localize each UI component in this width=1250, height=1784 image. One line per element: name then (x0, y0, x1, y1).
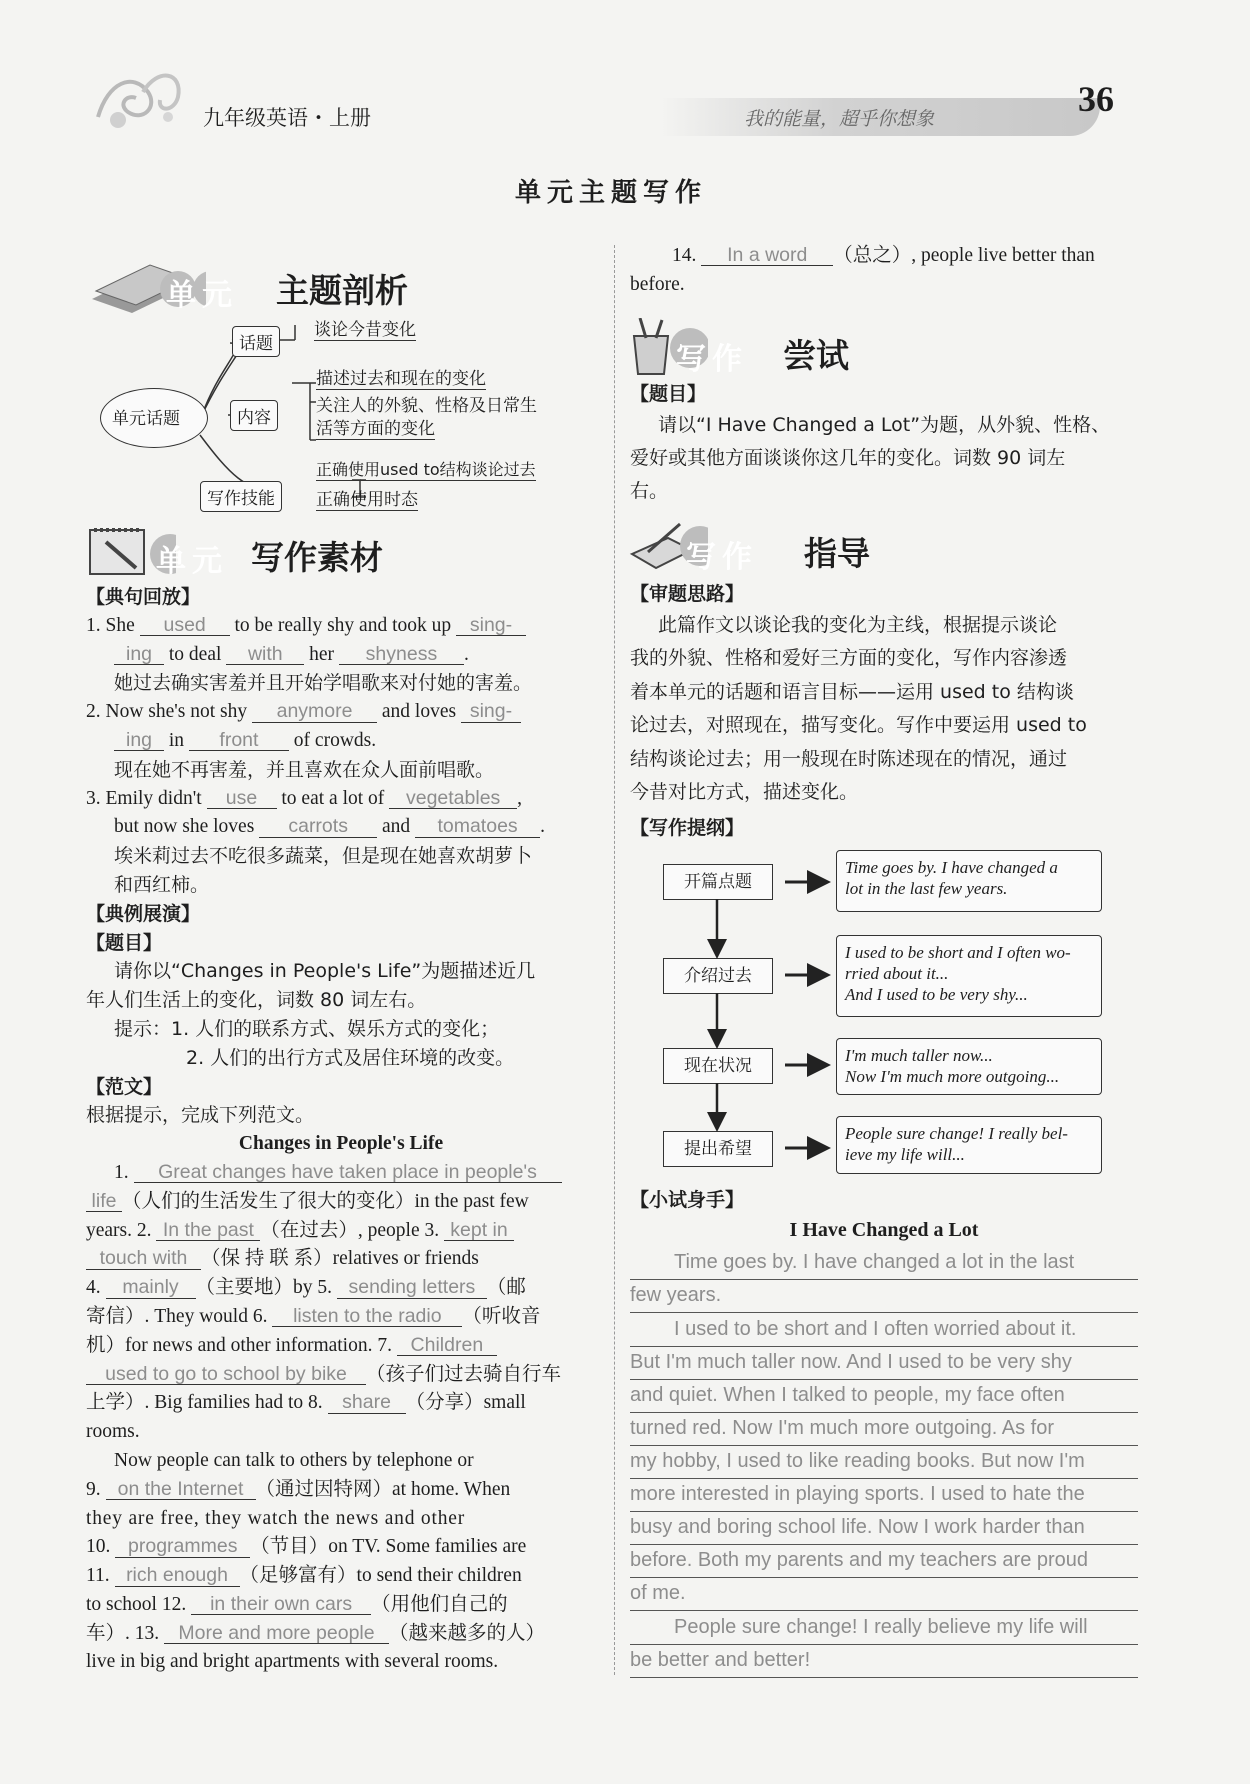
model-line-4 (86, 1245, 596, 1274)
text: （足够富有）to send their children (239, 1565, 522, 1587)
section-badge: 单元 (166, 278, 238, 313)
flow-text-line: I used to be short and I often wo- (845, 943, 1071, 962)
essay-line: be better and better! (630, 1649, 811, 1671)
text: and loves (381, 701, 457, 723)
text: She (105, 614, 135, 636)
sentence-1-zh: 她过去确实害羞并且开始学唱歌来对付她的害羞。 (114, 672, 533, 695)
model-instruction: 根据提示，完成下列范文。 (86, 1104, 315, 1127)
mindmap-content-line1: 描述过去和现在的变化 (316, 364, 486, 390)
task-header: 【题目】 (630, 383, 707, 405)
text: years. 2. (86, 1219, 152, 1241)
example-header: 【典例展演】 (86, 902, 201, 925)
answer-blank: vegetables (389, 788, 517, 809)
essay-line: more interested in playing sports. I used to hate the (630, 1483, 1085, 1505)
model-line-10: rooms. (86, 1421, 140, 1443)
answer-blank: programmes (115, 1536, 250, 1557)
q14-cont: before. (630, 273, 685, 295)
practice-essay-title: I Have Changed a Lot (789, 1219, 979, 1241)
answer-blank: More and more people (164, 1623, 389, 1644)
flow-text-line: lot in the last few years. (845, 879, 1008, 898)
task-line3: 右。 (630, 479, 669, 502)
text: 寄信）. They would 6. (86, 1305, 268, 1327)
answer-blank: with (226, 644, 304, 665)
sentence-3-zh1: 埃米莉过去不吃很多蔬菜，但是现在她喜欢胡萝卜 (114, 845, 533, 868)
flow-text-line: I'm much taller now... (845, 1046, 993, 1065)
text: and (382, 816, 411, 838)
header-slogan: 我的能量，超乎你想象 (744, 108, 935, 130)
answer-blank: shyness (339, 644, 464, 665)
flow-text-line: Now I'm much more outgoing... (845, 1067, 1060, 1086)
analysis-header: 【审题思路】 (630, 583, 745, 605)
answer-blank: carrots (259, 816, 377, 837)
answer-blank: listen to the radio (272, 1306, 462, 1327)
essay-rule (630, 1279, 1138, 1280)
text: （保 持 联 系）relatives or friends (201, 1248, 479, 1270)
practice-header: 【小试身手】 (630, 1189, 745, 1211)
text: 上学）. Big families had to 8. (86, 1392, 323, 1414)
answer-blank: kept in (444, 1220, 514, 1241)
essay-rule (630, 1445, 1138, 1446)
essay-rule (630, 1312, 1138, 1313)
flow-arrows (660, 850, 840, 1170)
model-line-12 (86, 1476, 596, 1505)
flow-step-1: 开篇点题 (663, 864, 773, 900)
section-badge: 写作 (676, 342, 748, 377)
essay-line: Time goes by. I have changed a lot in the last (674, 1251, 1075, 1273)
flow-text-2 (836, 935, 1102, 1017)
answer-blank: tomatoes (415, 816, 540, 837)
answer-blank: ing (114, 730, 164, 751)
flow-text-1 (836, 850, 1102, 912)
page-title: 单元主题写作 (515, 178, 708, 208)
text: 11. (86, 1565, 110, 1587)
text: 9. (86, 1478, 101, 1500)
model-line-6 (86, 1303, 596, 1332)
sentence-3-cont (86, 813, 596, 842)
essay-rule (630, 1412, 1138, 1413)
answer-blank: Great changes have taken place in people's (134, 1162, 562, 1183)
flow-text-line: People sure change! I really bel- (845, 1124, 1068, 1143)
sentence-1-cont (86, 641, 596, 670)
essay-line: few years. (630, 1284, 722, 1306)
text: in (168, 729, 185, 751)
flow-step-4: 提出希望 (663, 1131, 773, 1167)
text: 10. (86, 1536, 111, 1558)
essay-line: People sure change! I really believe my life will (674, 1616, 1088, 1638)
header-ornament (88, 62, 188, 132)
book-title: 九年级英语・上册 (203, 106, 371, 130)
answer-blank: life (86, 1191, 122, 1212)
section-title: 写作素材 (251, 538, 383, 577)
model-line-14 (86, 1533, 596, 1562)
essay-rule (630, 1478, 1138, 1479)
mindmap-topic-text: 谈论今昔变化 (314, 315, 416, 341)
essay-line: and quiet. When I talked to people, my face often (630, 1384, 1065, 1406)
mindmap-content-node: 内容 (230, 400, 278, 431)
sentence-2-cont (86, 727, 596, 756)
mindmap-content-line2: 关注人的外貌、性格及日常生 (316, 396, 537, 416)
item-number: 1. (86, 614, 101, 636)
essay-rule (630, 1577, 1138, 1578)
text: . (540, 816, 545, 838)
page-number: 36 (1078, 79, 1114, 119)
answer-blank: In a word (701, 245, 833, 266)
task-line1: 请你以“Changes in People's Life”为题描述近几 (114, 960, 536, 983)
text: to eat a lot of (281, 787, 385, 809)
answer-blank: front (189, 730, 289, 751)
section-title: 尝试 (783, 336, 849, 375)
essay-rule (630, 1644, 1138, 1645)
section-badge: 写作 (686, 540, 758, 575)
answer-blank: In the past (156, 1220, 260, 1241)
model-line-1 (86, 1159, 596, 1188)
flow-text-3 (836, 1038, 1102, 1095)
text: （分享）small (405, 1392, 526, 1414)
task-line2: 年人们生活上的变化，词数 80 词左右。 (86, 989, 427, 1012)
model-line-7 (86, 1332, 596, 1361)
item-number: 2. (86, 701, 101, 723)
essay-rule (630, 1610, 1138, 1611)
text: （邮 (486, 1277, 526, 1299)
model-line-8 (86, 1361, 596, 1390)
answer-blank: used to go to school by bike (86, 1364, 366, 1385)
text: to be really shy and took up (234, 614, 452, 636)
sentence-2 (86, 698, 596, 727)
answer-blank: used (140, 615, 230, 636)
mindmap-content-line3: 活等方面的变化 (316, 414, 435, 440)
flow-step-3: 现在状况 (663, 1048, 773, 1084)
essay-rule (630, 1511, 1138, 1512)
answer-blank: sing- (461, 701, 521, 722)
answer-blank: mainly (106, 1277, 196, 1298)
answer-blank: sending letters (337, 1277, 487, 1298)
essay-line: turned red. Now I'm much more outgoing. As for (630, 1417, 1055, 1439)
mindmap-topic-node: 话题 (232, 326, 280, 357)
task-header: 【题目】 (86, 931, 163, 954)
essay-line: before. Both my parents and my teachers are proud (630, 1549, 1089, 1571)
text: but now she loves (114, 816, 255, 838)
hint-line2: 2. 人们的出行方式及居住环境的改变。 (186, 1046, 515, 1069)
model-header: 【范文】 (86, 1075, 163, 1098)
flow-text-line: rried about it... (845, 964, 949, 983)
mindmap-skill-node: 写作技能 (200, 481, 282, 512)
task-line2: 爱好或其他方面谈谈你这几年的变化。词数 90 词左 (630, 446, 1066, 469)
analysis-line: 论过去，对照现在，描写变化。写作中要运用 used to (630, 714, 1087, 737)
analysis-line: 此篇作文以谈论我的变化为主线，根据提示谈论 (658, 613, 1058, 636)
section-badge: 单元 (156, 544, 228, 579)
answer-blank: sing- (456, 615, 526, 636)
model-line-16 (86, 1591, 596, 1620)
text: （节目）on TV. Some families are (250, 1536, 527, 1558)
left-column (86, 583, 596, 1677)
model-line-18: live in big and bright apartments with several rooms. (86, 1651, 499, 1673)
section-header-material (86, 520, 434, 580)
sentence-2-zh: 现在她不再害羞，并且喜欢在众人面前唱歌。 (114, 758, 495, 781)
analysis-line: 今昔对比方式，描述变化。 (630, 781, 859, 804)
flow-text-line: And I used to be very shy... (845, 985, 1028, 1004)
mindmap-center-label: 单元话题 (112, 409, 180, 429)
flow-step-2: 介绍过去 (663, 958, 773, 994)
essay-line: of me. (630, 1582, 686, 1604)
text: （越来越多的人） (389, 1622, 546, 1644)
model-line-2 (86, 1188, 596, 1217)
answer-blank: ing (114, 644, 164, 665)
text: （人们的生活发生了很大的变化）in the past few (122, 1190, 529, 1212)
analysis-line: 结构谈论过去；用一般现在时陈述现在的情况，通过 (630, 747, 1068, 770)
model-line-5 (86, 1274, 596, 1303)
model-line-15 (86, 1562, 596, 1591)
outline-header: 【写作提纲】 (630, 816, 745, 839)
text: （总之）, people live better than (833, 245, 1095, 266)
section-title: 指导 (804, 534, 870, 573)
text: . (463, 643, 469, 665)
essay-line: my hobby, I used to like reading books. But now I'm (630, 1450, 1085, 1472)
model-line-3 (86, 1217, 596, 1246)
text: of crowds. (293, 729, 377, 751)
flow-text-line: ieve my life will... (845, 1145, 965, 1164)
answer-blank: Children (397, 1335, 497, 1356)
q14 (630, 242, 1140, 271)
text: her (309, 643, 335, 665)
text: Now she's not shy (105, 701, 248, 723)
item-number: 1. (114, 1161, 129, 1183)
answer-blank: share (328, 1392, 406, 1413)
text: to deal (168, 643, 222, 665)
mindmap-skill-line2: 正确使用时态 (316, 485, 418, 511)
text: 4. (86, 1277, 101, 1299)
text: （在过去）, people 3. (260, 1219, 440, 1241)
mindmap-skill-line1: 正确使用used to结构谈论过去 (316, 457, 536, 481)
model-line-13: they are free, they watch the news and other (86, 1507, 466, 1529)
essay-rule (630, 1379, 1138, 1380)
analysis-line: 着本单元的话题和语言目标——运用 used to 结构谈 (630, 680, 1074, 703)
sentences-header: 【典句回放】 (86, 586, 201, 608)
q14-line (630, 242, 1140, 300)
essay-rule (630, 1544, 1138, 1545)
sentence-3-zh2: 和西红柿。 (114, 873, 210, 896)
text: （孩子们过去骑自行车 (366, 1363, 562, 1385)
answer-blank: on the Internet (106, 1479, 256, 1500)
sentence-3 (86, 785, 596, 814)
answer-blank: anymore (252, 701, 377, 722)
essay-rule (630, 1677, 1138, 1678)
text: 机）for news and other information. 7. (86, 1334, 392, 1356)
model-line-9 (86, 1389, 596, 1418)
text: （主要地）by 5. (195, 1277, 333, 1299)
item-number: 3. (86, 787, 101, 809)
answer-blank: use (207, 788, 277, 809)
section-title: 主题剖析 (276, 271, 408, 310)
text: , (517, 787, 523, 809)
flow-text-4 (836, 1116, 1102, 1174)
text: （听收音 (462, 1305, 541, 1327)
sentence-1 (86, 612, 596, 641)
model-essay-title: Changes in People's Life (238, 1133, 444, 1155)
item-number: 14. (672, 245, 697, 266)
task-line1: 请以“I Have Changed a Lot”为题，从外貌、性格、 (658, 413, 1111, 436)
flow-text-line: Time goes by. I have changed a (845, 858, 1058, 877)
text: （用他们自己的 (371, 1593, 508, 1615)
answer-blank: touch with (86, 1248, 201, 1269)
model-line-17 (86, 1620, 596, 1649)
hint-line1: 提示：1. 人们的联系方式、娱乐方式的变化； (114, 1017, 500, 1040)
try-task (630, 380, 1140, 508)
analysis-line: 我的外貌、性格和爱好三方面的变化，写作内容渗透 (630, 647, 1068, 670)
essay-line: But I'm much taller now. And I used to be very shy (630, 1351, 1072, 1373)
answer-blank: in their own cars (191, 1594, 371, 1615)
essay-line: I used to be short and I often worried about it. (674, 1318, 1077, 1340)
text: Emily didn't (105, 787, 202, 809)
essay-rule (630, 1346, 1138, 1347)
text: 车）. 13. (86, 1622, 160, 1644)
text: to school 12. (86, 1593, 187, 1615)
floral-ornament-icon (88, 62, 188, 132)
section-header-guide (628, 516, 888, 576)
essay-line: busy and boring school life. Now I work harder than (630, 1516, 1085, 1538)
text: （通过因特网）at home. When (255, 1478, 511, 1500)
model-line-11: Now people can talk to others by telephone or (114, 1449, 474, 1471)
answer-blank: rich enough (115, 1565, 240, 1586)
section-header-try (628, 318, 878, 378)
guide-analysis (630, 580, 1140, 843)
